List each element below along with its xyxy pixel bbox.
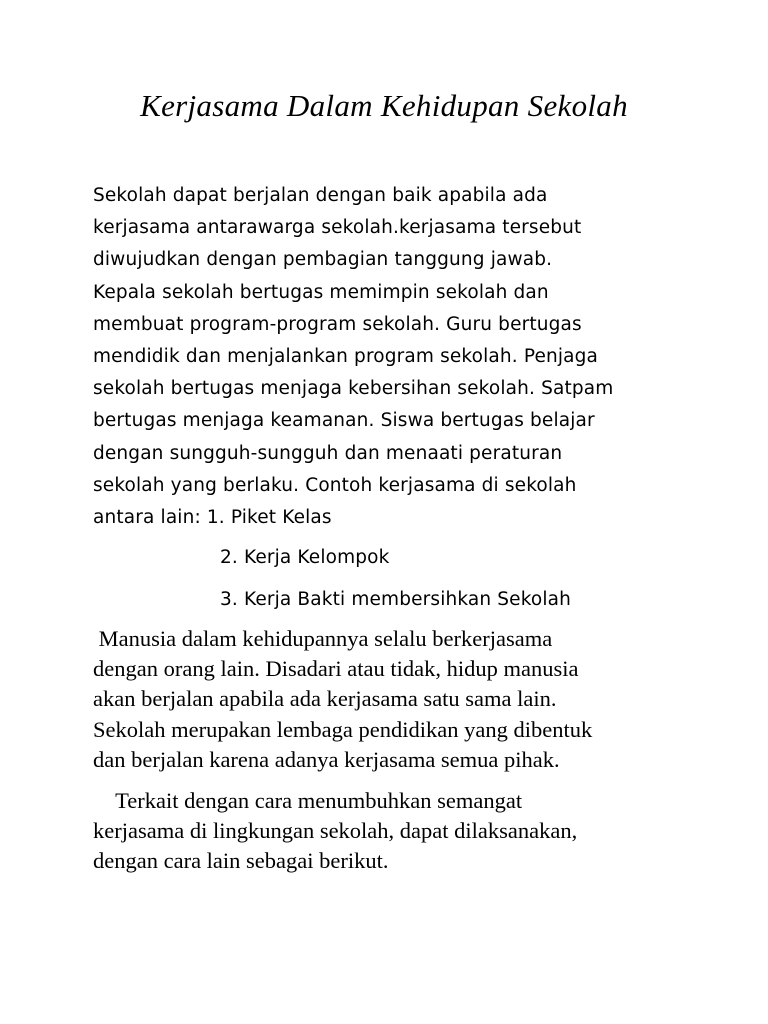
paragraph-1-line: membuat program-program sekolah. Guru bertugas [93,313,582,335]
list-item-kerja-kelompok: 2. Kerja Kelompok [220,547,390,568]
paragraph-1-line: antara lain: 1. Piket Kelas [93,507,332,529]
paragraph-3 [93,786,733,877]
document-title: Kerjasama Dalam Kehidupan Sekolah [140,88,628,123]
paragraph-2-line: dengan orang lain. Disadari atau tidak, hidup manusia [93,656,579,682]
list-item-kerja-bakti: 3. Kerja Bakti membersihkan Sekolah [220,589,572,610]
paragraph-2-line: akan berjalan apabila ada kerjasama satu sama lain. [93,686,557,712]
paragraph-1-line: dengan sungguh-sungguh dan menaati peraturan [93,442,563,464]
paragraph-1-line: Sekolah dapat berjalan dengan baik apabila ada [93,185,548,206]
paragraph-1-line: Kepala sekolah bertugas memimpin sekolah dan [93,281,549,303]
paragraph-2-line: dan berjalan karena adanya kerjasama semua pihak. [93,746,560,772]
paragraph-3-line: dengan cara lain sebagai berikut. [93,848,389,874]
paragraph-1-line: bertugas menjaga keamanan. Siswa bertugas belajar [93,410,595,432]
paragraph-1-line: diwujudkan dengan pembagian tanggung jawab. [93,249,553,271]
paragraph-1-line: kerjasama antarawarga sekolah.kerjasama tersebut [93,217,582,239]
paragraph-3-line: kerjasama di lingkungan sekolah, dapat dilaksanakan, [93,818,578,844]
paragraph-2-line: Sekolah merupakan lembaga pendidikan yang dibentuk [93,716,593,742]
paragraph-1-line: mendidik dan menjalankan program sekolah. Penjaga [93,346,599,368]
paragraph-1 [93,180,693,534]
paragraph-2 [93,624,733,775]
paragraph-1-line: sekolah bertugas menjaga kebersihan sekolah. Satpam [93,378,614,400]
paragraph-3-line: Terkait dengan cara menumbuhkan semangat [93,788,523,813]
paragraph-1-line: sekolah yang berlaku. Contoh kerjasama di sekolah [93,474,577,496]
paragraph-2-line: Manusia dalam kehidupannya selalu berkerjasama [93,626,553,651]
